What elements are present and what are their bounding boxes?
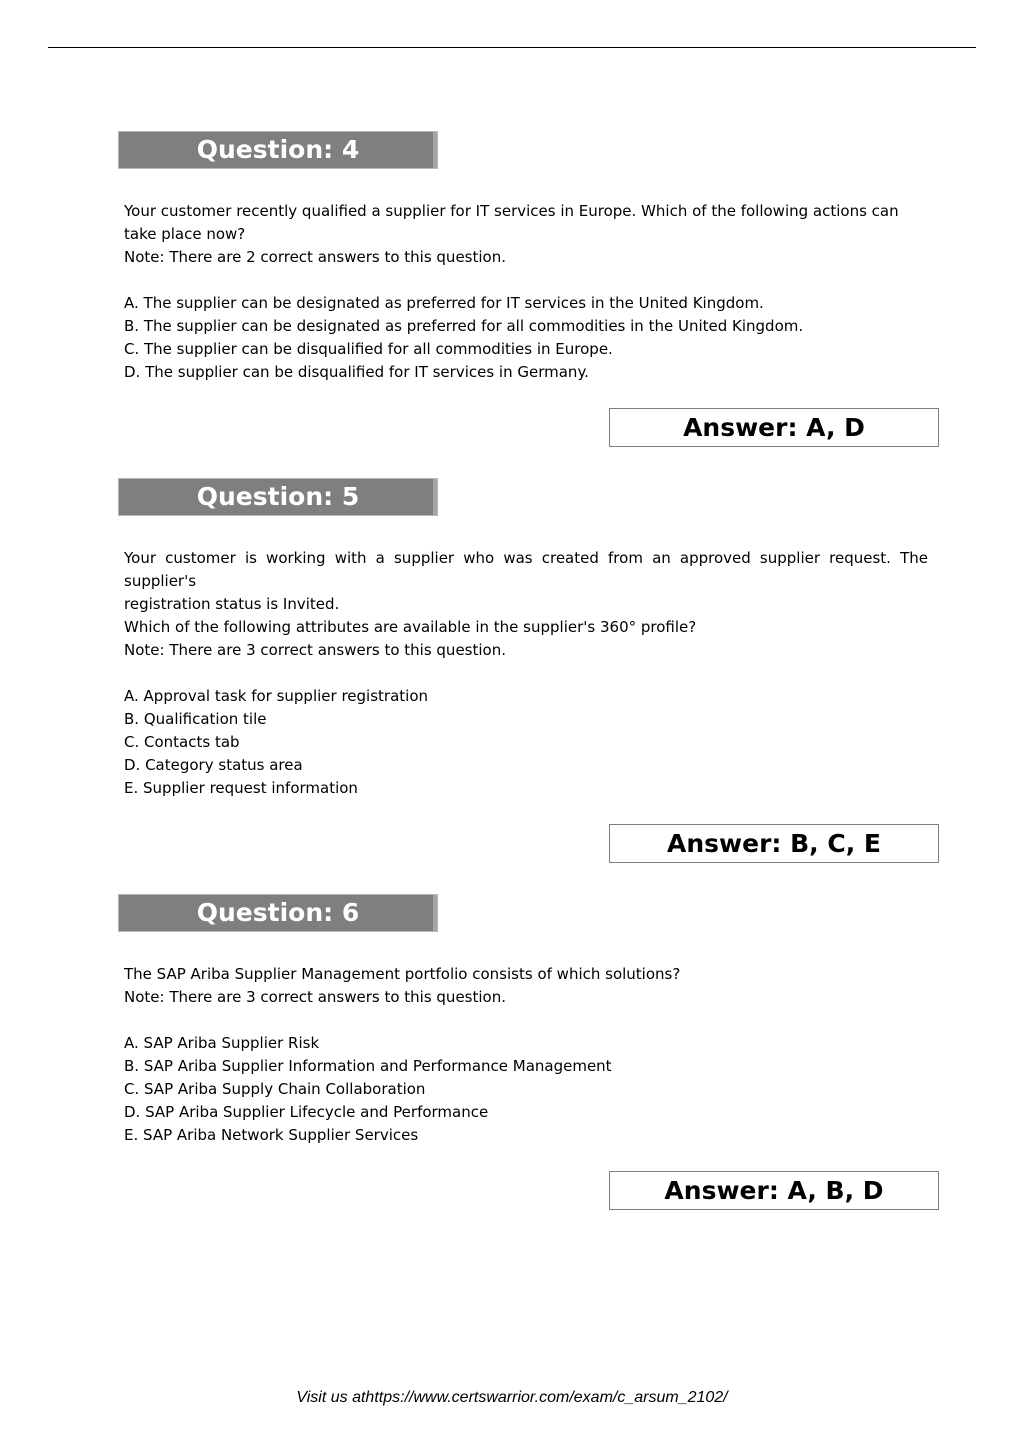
answer-option: C. Contacts tab <box>124 733 240 751</box>
top-rule <box>48 47 976 48</box>
answer-option: C. The supplier can be disqualified for all commodities in Europe. <box>124 340 613 358</box>
question-note: Note: There are 3 correct answers to this question. <box>124 641 506 659</box>
question-header: Question: 4 <box>118 131 438 169</box>
answer-option: B. Qualification tile <box>124 710 267 728</box>
question-note: Note: There are 2 correct answers to this question. <box>124 248 506 266</box>
question-stem-line: registration status is Invited. <box>124 595 340 613</box>
answer-option: A. The supplier can be designated as preferred for IT services in the United Kingdom. <box>124 294 764 312</box>
answer-option: E. Supplier request information <box>124 779 358 797</box>
question-stem-line: supplier's <box>124 572 197 590</box>
question-stem-line: Your customer recently qualified a supplier for IT services in Europe. Which of the following actions can <box>124 202 899 220</box>
question-stem-line: take place now? <box>124 225 246 243</box>
question-body <box>124 200 928 384</box>
question-stem-line: Your customer is working with a supplier who was created from an approved supplier request. The <box>124 549 928 567</box>
answer-option: D. Category status area <box>124 756 303 774</box>
footer-visit-link[interactable]: Visit us athttps://www.certswarrior.com/exam/c_arsum_2102/ <box>296 1389 728 1406</box>
spacer <box>124 1009 928 1032</box>
question-header: Question: 5 <box>118 478 438 516</box>
answer-box: Answer: A, B, D <box>609 1171 939 1210</box>
answer-option: A. SAP Ariba Supplier Risk <box>124 1034 320 1052</box>
answer-option: D. SAP Ariba Supplier Lifecycle and Performance <box>124 1103 489 1121</box>
question-stem-line: The SAP Ariba Supplier Management portfolio consists of which solutions? <box>124 965 681 983</box>
answer-option: B. SAP Ariba Supplier Information and Performance Management <box>124 1057 612 1075</box>
question-stem-line: Which of the following attributes are available in the supplier's 360° profile? <box>124 618 697 636</box>
question-header: Question: 6 <box>118 894 438 932</box>
answer-box: Answer: A, D <box>609 408 939 447</box>
question-body <box>124 547 928 800</box>
spacer <box>124 269 928 292</box>
answer-option: E. SAP Ariba Network Supplier Services <box>124 1126 419 1144</box>
question-body <box>124 963 928 1147</box>
question-note: Note: There are 3 correct answers to this question. <box>124 988 506 1006</box>
answer-option: D. The supplier can be disqualified for IT services in Germany. <box>124 363 589 381</box>
answer-box: Answer: B, C, E <box>609 824 939 863</box>
answer-option: C. SAP Ariba Supply Chain Collaboration <box>124 1080 426 1098</box>
spacer <box>124 662 928 685</box>
answer-option: B. The supplier can be designated as preferred for all commodities in the United Kingdom. <box>124 317 804 335</box>
answer-option: A. Approval task for supplier registration <box>124 687 428 705</box>
